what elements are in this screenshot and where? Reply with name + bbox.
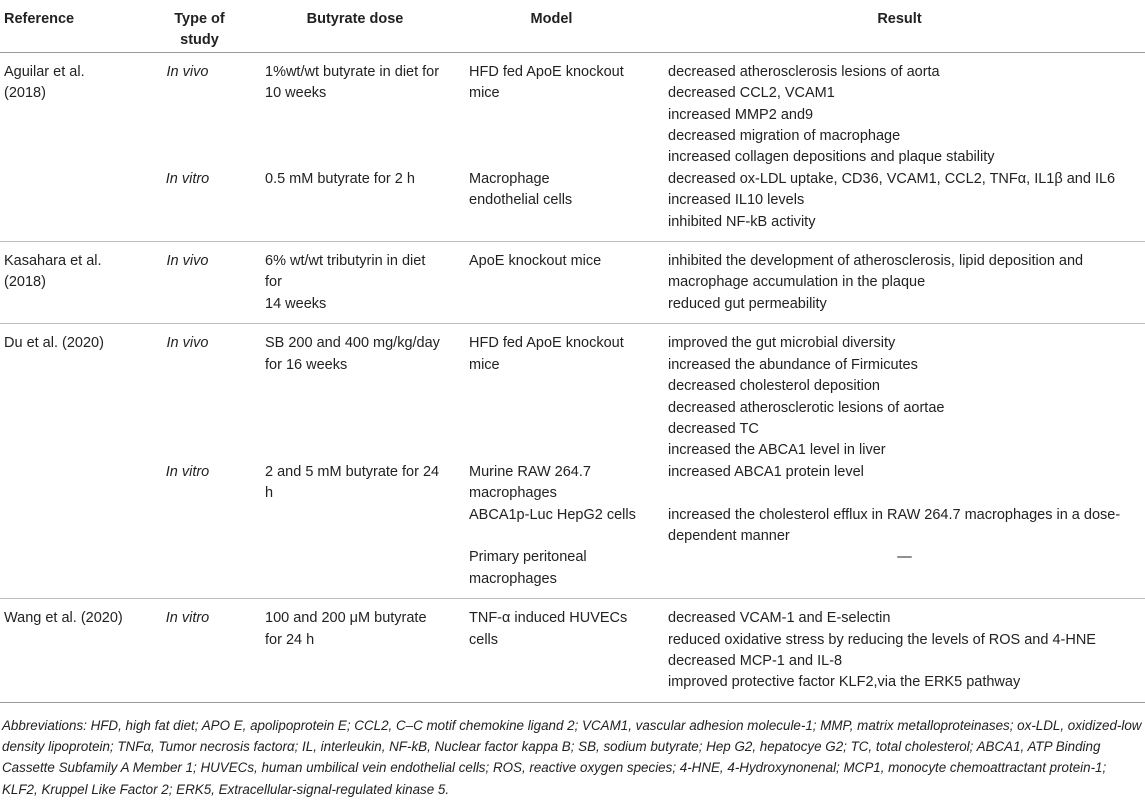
- result-line: increased IL10 levels: [668, 192, 805, 209]
- model-cell: [449, 169, 654, 242]
- reference-line: (2018): [4, 85, 46, 102]
- table-row: [0, 242, 1145, 324]
- study-type-cell: In vivo: [166, 63, 209, 80]
- result-line: decreased MCP-1 and IL-8: [668, 652, 843, 669]
- reference-line: Wang et al. (2020): [4, 610, 123, 627]
- table-row: [0, 599, 1145, 703]
- model-cell: [449, 52, 654, 169]
- reference-line: Du et al. (2020): [4, 335, 104, 352]
- dose-cell: [261, 324, 449, 462]
- reference-header: Reference: [0, 0, 138, 52]
- model-cell: [449, 324, 654, 462]
- model-header: Model: [449, 0, 654, 52]
- reference-cell: [0, 462, 138, 599]
- study-type-cell: In vitro: [138, 169, 261, 242]
- dose-cell: [261, 599, 449, 703]
- result-cell: [654, 324, 1145, 462]
- type-header-line: Type of: [174, 11, 225, 27]
- dose-header: Butyrate dose: [261, 0, 449, 52]
- model-cell: [449, 242, 654, 324]
- model-line: cells: [469, 631, 499, 648]
- model-line: Primary peritoneal: [469, 549, 587, 566]
- result-line: increased ABCA1 protein level: [668, 463, 864, 480]
- dose-cell: [261, 242, 449, 324]
- dose-line: 0.5 mM butyrate for 2 h: [265, 170, 415, 187]
- abbreviations-footnote: Abbreviations: HFD, high fat diet; APO E, apolipoprotein E; CCL2, C–C motif chemokine ligand 2; VCAM1, vascular adhesion molecule-1; MMP, matrix metalloproteinases; ox-LDL, oxidized-low density lipoprotein; TNFα, Tumor necrosis factorα; IL, interleukin, NF-kB, Nuclear factor kappa B; SB, sodium butyrate; Hep G2, hepatocye G2; TC, total cholesterol; ABCA1, ATP Binding Cassette Subfamily A Member 1; HUVECs, human umbilical vein endothelial cells; ROS, reactive oxygen species; 4-HNE, 4-Hydroxynonenal; MCP1, monocyte chemoattractant protein-1; KLF2, Kruppel Like Factor 2; ERK5, Extracellular-signal-regulated kinase 5.: [2, 718, 1142, 797]
- dose-line: 2 and 5 mM butyrate for 24 h: [265, 463, 440, 502]
- result-line: decreased TC: [668, 420, 759, 437]
- reference-line: Aguilar et al.: [4, 63, 85, 80]
- model-line: HFD fed ApoE knockout: [469, 335, 624, 352]
- study-type-cell: In vivo: [138, 242, 261, 324]
- result-cell: [654, 462, 1145, 599]
- result-cell: [654, 52, 1145, 169]
- result-line: reduced oxidative stress by reducing the levels of ROS and 4-HNE: [668, 631, 1096, 648]
- result-line: decreased cholesterol deposition: [668, 378, 880, 395]
- model-line: TNF-α induced HUVECs: [469, 610, 628, 627]
- result-line: increased the cholesterol efflux in RAW 264.7 macrophages in a dose-: [668, 506, 1121, 523]
- study-type-cell: In vitro: [138, 599, 261, 703]
- dose-line: for 24 h: [265, 631, 315, 648]
- reference-cell: [0, 242, 138, 324]
- line-spacer: [469, 526, 650, 547]
- reference-line: (2018): [4, 274, 46, 291]
- reference-line: Kasahara et al.: [4, 253, 102, 270]
- model-cell: [449, 462, 654, 599]
- result-line: increased the abundance of Firmicutes: [668, 356, 918, 373]
- model-line: mice: [469, 356, 500, 373]
- model-line: ApoE knockout mice: [469, 253, 602, 270]
- reference-cell: [0, 52, 138, 169]
- result-line: decreased CCL2, VCAM1: [668, 85, 835, 102]
- dose-line: for 16 weeks: [265, 356, 348, 373]
- dose-line: 100 and 200 μM butyrate: [265, 610, 427, 627]
- table-row: [0, 324, 1145, 462]
- result-line: increased MMP2 and9: [668, 106, 814, 123]
- dose-cell: [261, 52, 449, 169]
- table-row: [0, 462, 1145, 599]
- result-line: improved the gut microbial diversity: [668, 335, 896, 352]
- model-line: Murine RAW 264.7: [469, 463, 591, 480]
- result-line: dependent manner: [668, 527, 790, 544]
- dose-line: 6% wt/wt tributyrin in diet for: [265, 253, 426, 291]
- table-row: [0, 52, 1145, 169]
- result-line: decreased atherosclerotic lesions of aortae: [668, 399, 945, 416]
- header-row: [0, 0, 1145, 52]
- result-line: decreased VCAM-1 and E-selectin: [668, 610, 891, 627]
- model-line: Macrophage: [469, 170, 550, 187]
- reference-cell: [0, 169, 138, 242]
- model-line: HFD fed ApoE knockout: [469, 63, 624, 80]
- dose-line: 1%wt/wt butyrate in diet for: [265, 63, 440, 80]
- model-line: macrophages: [469, 485, 557, 502]
- result-line: decreased ox-LDL uptake, CD36, VCAM1, CCL2, TNFα, IL1β and IL6: [668, 170, 1116, 187]
- result-line: decreased migration of macrophage: [668, 128, 901, 145]
- result-line: inhibited NF-kB activity: [668, 213, 816, 230]
- result-line: increased the ABCA1 level in liver: [668, 442, 886, 459]
- study-type-cell: In vivo: [166, 335, 209, 352]
- model-line: endothelial cells: [469, 192, 573, 209]
- result-line: improved protective factor KLF2,via the ERK5 pathway: [668, 674, 1021, 691]
- result-cell: [654, 599, 1145, 703]
- result-header: Result: [654, 0, 1145, 52]
- result-line: inhibited the development of atherosclerosis, lipid deposition and: [668, 253, 1084, 270]
- dose-cell: [261, 462, 449, 599]
- result-line: macrophage accumulation in the plaque: [668, 274, 926, 291]
- dose-cell: [261, 169, 449, 242]
- dose-line: 10 weeks: [265, 85, 327, 102]
- model-line: ABCA1p-Luc HepG2 cells: [469, 506, 636, 523]
- reference-cell: [0, 599, 138, 703]
- line-spacer: [668, 483, 1141, 504]
- table-row: [0, 169, 1145, 242]
- result-cell: [654, 242, 1145, 324]
- result-line: increased collagen depositions and plaque stability: [668, 149, 995, 166]
- study-type-cell: In vitro: [138, 462, 261, 599]
- result-empty-dash: —: [897, 549, 912, 566]
- dose-line: SB 200 and 400 mg/kg/day: [265, 335, 440, 352]
- reference-cell: [0, 324, 138, 462]
- model-cell: [449, 599, 654, 703]
- result-line: decreased atherosclerosis lesions of aorta: [668, 63, 940, 80]
- result-cell: [654, 169, 1145, 242]
- type-header-line: study: [180, 32, 219, 49]
- model-line: macrophages: [469, 570, 557, 587]
- result-line: reduced gut permeability: [668, 295, 827, 312]
- type-header: [138, 0, 261, 52]
- dose-line: 14 weeks: [265, 295, 327, 312]
- model-line: mice: [469, 85, 500, 102]
